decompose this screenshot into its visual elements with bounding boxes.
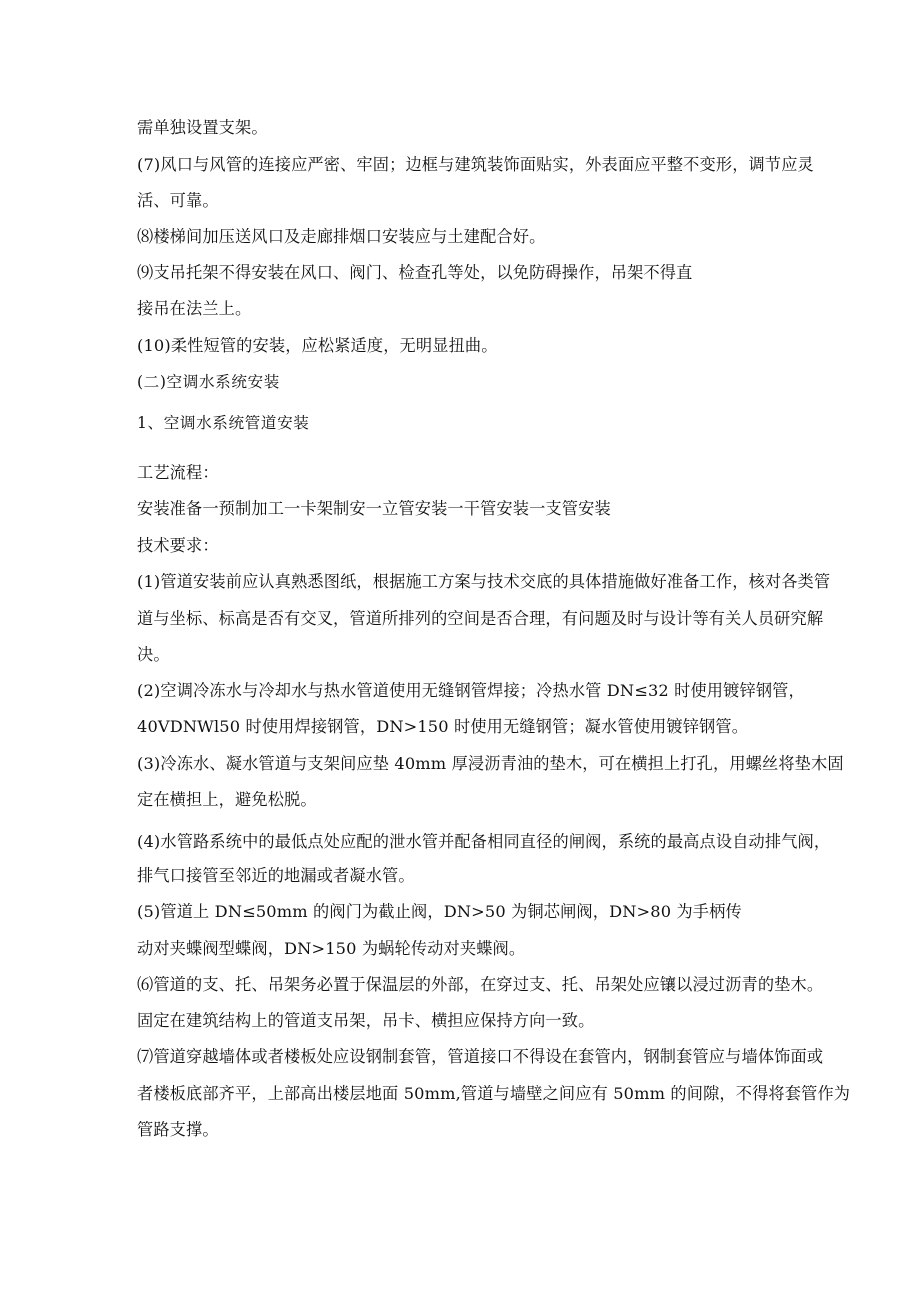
text-line: 需单独设置支架。: [137, 118, 268, 137]
text-line: ⑻楼梯间加压送风口及走廊排烟口安装应与土建配合好。: [137, 227, 546, 246]
text-line: (7)风口与风管的连接应严密、牢固；边框与建筑装饰面贴实，外表面应平整不变形，调节应灵: [137, 155, 814, 174]
text-line: 排气口接管至邻近的地漏或者凝水管。: [137, 866, 415, 885]
text-line: 固定在建筑结构上的管道支吊架，吊卡、横担应保持方向一致。: [137, 1011, 595, 1030]
text-line: (4)水管路系统中的最低点处应配的泄水管并配备相同直径的闸阀，系统的最高点设自动排气阀，: [137, 832, 831, 851]
text-line: 管路支撑。: [137, 1120, 219, 1139]
section-heading: (二)空调水系统安装: [137, 373, 280, 391]
text-line: ⑼支吊托架不得安装在风口、阀门、检查孔等处，以免防碍操作，吊架不得直: [137, 263, 693, 282]
text-line: (10)柔性短管的安装，应松紧适度，无明显扭曲。: [137, 336, 498, 355]
text-line: 技术要求：: [137, 536, 219, 555]
text-line: (3)冷冻水、凝水管道与支架间应垫 40mm 厚浸沥青油的垫木，可在横担上打孔，用螺丝将垫木固: [137, 754, 844, 773]
text-line: (5)管道上 DN≤50mm 的阀门为截止阀，DN>50 为铜芯闸阀，DN>80 为手柄传: [137, 902, 742, 921]
text-line: (2)空调冷冻水与冷却水与热水管道使用无缝钢管焊接；冷热水管 DN≤32 时使用镀锌钢管，: [137, 681, 805, 700]
text-line: 者楼板底部齐平，上部高出楼层地面 50mm,管道与墙壁之间应有 50mm 的间隙，不得将套管作为: [137, 1084, 851, 1103]
text-line: 决。: [137, 645, 170, 664]
text-line: 接吊在法兰上。: [137, 299, 252, 318]
subsection-heading: 1、空调水系统管道安装: [137, 414, 310, 432]
text-line: 安装准备一预制加工一卡架制安一立管安装一干管安装一支管安装: [137, 499, 611, 518]
text-line: 活、可靠。: [137, 191, 219, 210]
text-line: 40VDNWl50 时使用焊接钢管，DN>150 时使用无缝钢管；凝水管使用镀锌钢管。: [137, 717, 749, 736]
text-line: 定在横担上，避免松脱。: [137, 790, 317, 809]
text-line: 动对夹蝶阀型蝶阀，DN>150 为蜗轮传动对夹蝶阀。: [137, 939, 526, 958]
text-line: 工艺流程：: [137, 463, 219, 482]
text-line: ⑹管道的支、托、吊架务必置于保温层的外部，在穿过支、托、吊架处应镶以浸过沥青的垫木。: [137, 975, 824, 994]
text-line: 道与坐标、标高是否有交叉，管道所排列的空间是否合理，有问题及时与设计等有关人员研究解: [137, 609, 824, 628]
text-line: (1)管道安装前应认真熟悉图纸，根据施工方案与技术交底的具体措施做好准备工作，核对各类管: [137, 572, 831, 591]
text-line: ⑺管道穿越墙体或者楼板处应设钢制套管，管道接口不得设在套管内，钢制套管应与墙体饰面或: [137, 1047, 824, 1066]
